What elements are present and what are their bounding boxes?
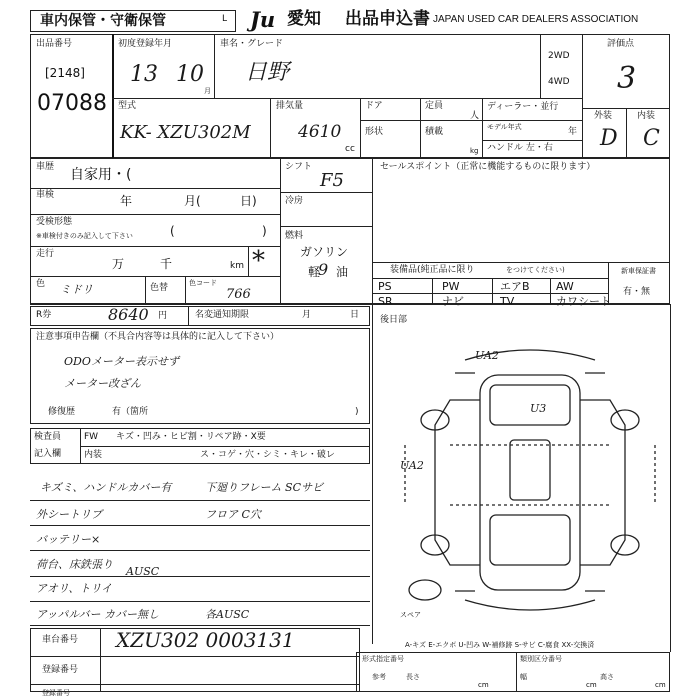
shift-value: F5: [320, 170, 344, 191]
lot-label: 出品番号: [36, 39, 73, 49]
car-diagram: [395, 345, 665, 615]
ju-logo: Ju: [250, 7, 276, 32]
divider: [214, 34, 215, 98]
equipment-item: PW: [442, 280, 460, 293]
fuel-value: ガソリン: [300, 245, 349, 259]
check-note-5: アオリ、トリイ: [36, 582, 113, 595]
divider: [30, 304, 372, 305]
equipment-item: AW: [556, 280, 574, 293]
check-note-2: 外シートリブ: [36, 508, 102, 521]
recycle-suffix: 円: [158, 311, 168, 321]
inspection-year: 年: [120, 194, 133, 208]
divider: [432, 278, 433, 304]
registration-label: 登録番号: [42, 665, 79, 675]
length-cm: cm: [478, 681, 489, 689]
equipment-item: TV: [500, 295, 515, 308]
ref-label: 参考: [372, 673, 386, 681]
exterior-grade: D: [600, 126, 618, 151]
inspection-label: 車検: [36, 190, 55, 200]
check-note-4b: AUSC: [126, 565, 160, 578]
divider: [372, 278, 608, 279]
legend: A-キズ E-エクボ U-凹み W-補修跡 S-サビ C-腐食 XX-交換済: [405, 641, 595, 649]
two-wd-label: 2WD: [548, 51, 570, 61]
width-label: 幅: [520, 673, 527, 681]
brand-aichi: 愛知: [287, 9, 321, 29]
equipment-item: ナビ: [442, 295, 464, 308]
divider: [482, 140, 582, 141]
divider: [360, 98, 361, 158]
divider: [80, 446, 370, 447]
bottom-left-label: 登録番号: [42, 689, 70, 697]
divider: [30, 246, 280, 247]
divider: [280, 158, 281, 304]
tax-day: 日: [350, 310, 360, 320]
height-label: 高さ: [600, 673, 614, 681]
dealer-label: ディーラー・並行: [487, 102, 559, 112]
divider: [30, 525, 370, 526]
check-note-1: キズミ、ハンドルカバー有: [40, 481, 172, 494]
delivery-paren-open: (: [170, 224, 175, 238]
height-cm: cm: [655, 681, 666, 689]
fuel-label: 燃料: [285, 231, 304, 241]
four-wd-label: 4WD: [548, 77, 570, 87]
diagram-mark-side: UA2: [400, 459, 424, 472]
equipment-item: SR: [378, 295, 393, 308]
repair-value: 有（箇所: [112, 407, 149, 417]
category-label: 類別区分番号: [520, 655, 562, 663]
sales-point-label: セールスポイント（正常に機能するものに限ります）: [380, 162, 596, 172]
equipment-item: エアB: [500, 280, 530, 293]
divider: [30, 576, 370, 577]
cc-unit: cc: [345, 144, 355, 154]
warranty-yes-no: 有・無: [623, 287, 651, 297]
divider: [30, 276, 280, 277]
mileage-sen: 千: [160, 257, 173, 271]
divider: [30, 188, 280, 189]
note-line-1: ODOメーター表示せず: [64, 355, 179, 368]
note-line-2: メーター改ざん: [64, 377, 141, 390]
diagram-mark-roof: U3: [530, 402, 547, 415]
delivery-note: ※車検付きのみ記入して下さい: [36, 232, 133, 240]
divider: [100, 628, 101, 692]
divider: [372, 158, 373, 304]
back-section-label: 後日部: [380, 315, 408, 325]
check-note-4: 荷台、床鉄張り: [36, 558, 113, 571]
repair-label: 修復歴: [48, 407, 76, 417]
storage-mark: L: [222, 14, 228, 24]
notes-title: 注意事項申告欄（不具合内容等は具体的に記入して下さい）: [36, 332, 280, 342]
history-label: 車歴: [36, 162, 55, 172]
fw-label: FW: [84, 432, 99, 442]
chassis-value: XZU302 0003131: [116, 628, 295, 652]
divider: [30, 500, 370, 501]
mileage-mark: *: [252, 246, 265, 276]
mileage-km: km: [230, 261, 244, 271]
car-name-value: 日野: [245, 60, 290, 85]
score-value: 3: [617, 61, 637, 96]
divider: [185, 276, 186, 304]
delivery-label: 受検形態: [36, 217, 73, 227]
color-replace-label: 色替: [150, 283, 169, 293]
lot-bracket: [2148]: [45, 66, 85, 80]
equipment-label: 装備品(純正品に限り: [390, 265, 475, 275]
kg-unit: kg: [470, 147, 479, 155]
divider: [372, 262, 670, 263]
association-name: JAPAN USED CAR DEALERS ASSOCIATION: [433, 14, 639, 25]
color-code-value: 766: [226, 287, 251, 302]
load-label: 積載: [425, 127, 444, 137]
divider: [516, 652, 517, 692]
divider: [30, 684, 360, 685]
model-code: KK- XZU302M: [120, 122, 251, 143]
divider: [188, 306, 189, 326]
diagram-mark-top: UA2: [475, 349, 499, 362]
lot-number: 07088: [37, 91, 107, 116]
divider: [30, 656, 360, 657]
displacement-value: 4610: [298, 122, 342, 142]
divider: [670, 304, 671, 652]
divider: [280, 226, 372, 227]
capacity-label: 定員: [425, 101, 444, 111]
color-value: ミドリ: [60, 283, 93, 296]
divider: [30, 601, 370, 602]
divider: [145, 276, 146, 304]
interior-short-label: 内装: [84, 450, 103, 460]
door-label: ドア: [365, 101, 383, 111]
color-code-label: 色コード: [189, 279, 217, 287]
equipment-item: PS: [378, 280, 392, 293]
history-value: 自家用・(: [70, 167, 132, 183]
mileage-man: 万: [112, 257, 125, 271]
inspection-month: 月(: [184, 194, 201, 208]
divider: [280, 192, 372, 193]
divider: [492, 278, 493, 304]
check-note-6: アッパルバー カバー無し: [36, 608, 159, 621]
check-note-3: バッテリー×: [36, 533, 101, 546]
divider: [30, 550, 370, 551]
width-cm: cm: [586, 681, 597, 689]
divider: [112, 34, 114, 158]
displacement-label: 排気量: [276, 101, 304, 111]
divider: [372, 304, 670, 305]
equipment-item: カワシート: [556, 295, 611, 308]
mileage-label: 走行: [36, 249, 55, 259]
type-cert-label: 形式指定番号: [362, 655, 404, 663]
length-label: 長さ: [406, 673, 420, 681]
tax-month: 月: [302, 310, 312, 320]
exterior-label: 外装: [594, 111, 613, 121]
fuel-alt-mark: 9: [318, 260, 329, 279]
storage-title: 車内保管・守衛保管: [40, 13, 166, 29]
divider: [248, 246, 249, 276]
color-label: 色: [36, 279, 46, 289]
equipment-mark-label: をつけてください): [506, 266, 565, 274]
divider: [482, 98, 483, 158]
divider: [550, 278, 551, 304]
tax-notice-label: 名変通知期限: [195, 310, 250, 320]
model-year-label: モデル年式: [487, 123, 522, 131]
check-note-1b: 下廻りフレーム SCサビ: [205, 481, 324, 494]
reg-month: 10: [176, 62, 204, 87]
first-reg-label: 初度登録年月: [118, 39, 173, 49]
divider: [420, 98, 421, 158]
entry-label: 記入欄: [34, 449, 62, 459]
recycle-label: R券: [36, 310, 52, 320]
reg-year: 13: [130, 62, 158, 87]
interior-label: 内装: [637, 111, 656, 121]
check-row-2: ス・コゲ・穴・シミ・キレ・破レ: [200, 450, 335, 460]
reg-month-suffix: 月: [204, 87, 211, 95]
fuel-oil: 油: [336, 265, 349, 279]
handle-label: ハンドル 左・右: [487, 143, 553, 153]
spare-label: スペア: [400, 611, 421, 619]
divider: [270, 98, 271, 158]
model-label: 型式: [118, 101, 137, 111]
recycle-value: 8640: [108, 305, 149, 324]
person-unit: 人: [470, 111, 480, 121]
check-note-2b: フロア C穴: [205, 508, 261, 521]
divider: [30, 214, 280, 215]
divider: [112, 98, 582, 99]
chassis-label: 車台番号: [42, 635, 79, 645]
check-note-6b: 各AUSC: [205, 608, 250, 621]
check-row-1: キズ・凹み・ヒビ割・リペア跡・X要: [116, 432, 266, 442]
divider: [80, 428, 81, 464]
new-warranty-label: 新車保証書: [621, 267, 656, 275]
fuel-type: 軽: [308, 265, 321, 279]
delivery-paren-close: ): [262, 224, 267, 238]
inspection-day: 日): [240, 194, 257, 208]
notes-frame: [30, 328, 370, 424]
inspector-label: 検査員: [34, 432, 62, 442]
car-name-label: 車名・グレード: [220, 39, 284, 49]
shape-label: 形状: [365, 127, 384, 137]
divider: [626, 108, 627, 158]
score-label: 評価点: [607, 39, 635, 49]
cooling-label: 冷房: [285, 196, 304, 206]
shift-label: シフト: [285, 162, 313, 172]
divider: [30, 625, 370, 626]
interior-grade: C: [643, 126, 660, 151]
year-unit: 年: [568, 127, 578, 137]
divider: [372, 304, 373, 644]
divider: [372, 293, 608, 294]
divider: [582, 34, 583, 158]
sheet-title: 出品申込書: [345, 9, 430, 29]
repair-close: ): [355, 407, 359, 417]
divider: [540, 34, 541, 98]
